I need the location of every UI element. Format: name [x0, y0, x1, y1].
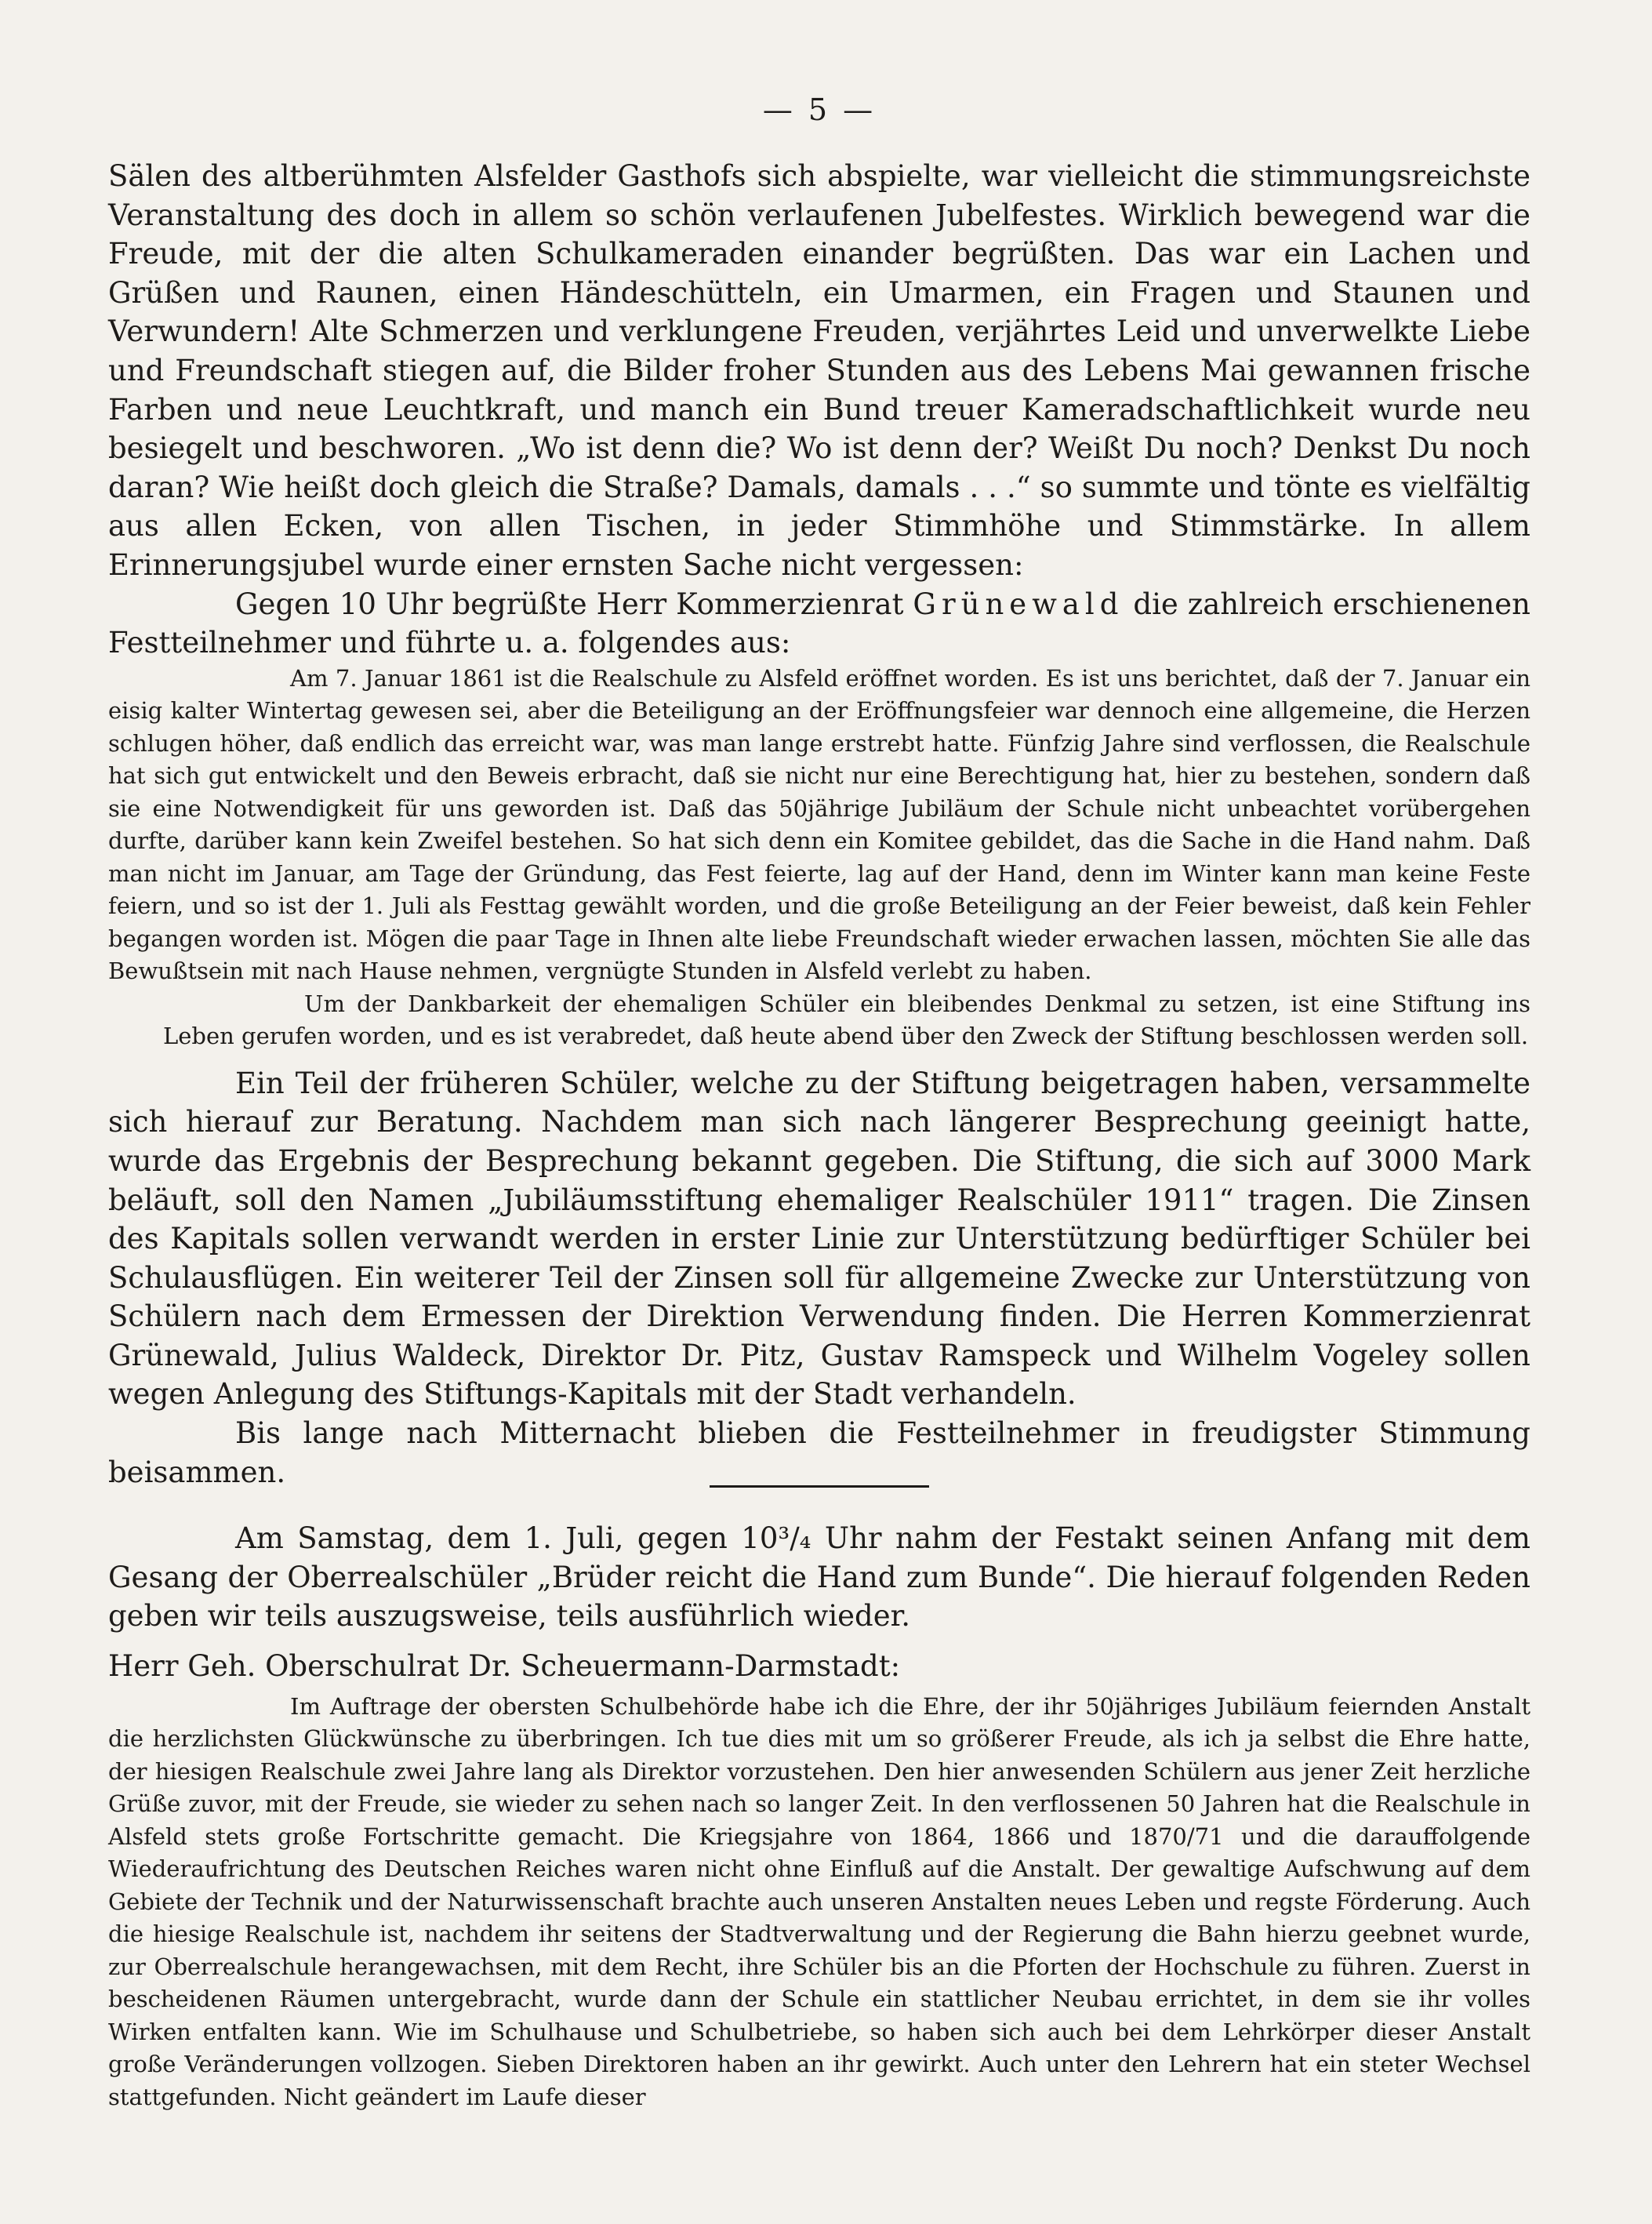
paragraph-closing: Bis lange nach Mitternacht blieben die Festteilnehmer in freudigster Stimmung beisammen.	[108, 1416, 1530, 1489]
speaker-name-gruenewald: Grünewald	[913, 587, 1124, 621]
quote-speech-scheuermann: Im Auftrage der obersten Schulbehörde habe ich die Ehre, der ihr 50jähriges Jubiläum feiernden Anstalt die herzlichsten Glückwünsche zu überbringen. Ich tue dies mit um so größerer Freude, als ich ja selbst die Ehre hatte, der hiesigen Realschule zwei Jahre lang als Direktor vorzustehen. Den hier anwesenden Schülern aus jener Zeit herzliche Grüße zuvor, mit der Freude, sie wieder zu sehen nach so langer Zeit. In den verflossenen 50 Jahren hat die Realschule in Alsfeld stets große Fortschritte gemacht. Die Kriegsjahre von 1864, 1866 und 1870/71 und die darauffolgende Wiederaufrichtung des Deutschen Reiches waren nicht ohne Einfluß auf die Anstalt. Der gewaltige Aufschwung auf dem Gebiete der Technik und der Naturwissenschaft brachte auch unseren Anstalten neues Leben und regste Förderung. Auch die hiesige Realschule ist, nachdem ihr seitens der Stadtverwaltung und der Regierung die Bahn hierzu geebnet wurde, zur Oberrealschule herangewachsen, mit dem Recht, ihre Schüler bis an die Pforten der Hochschule zu führen. Zuerst in bescheidenen Räumen untergebracht, wurde dann der Schule ein stattlicher Neubau errichtet, in dem sie ihr volles Wirken entfalten kann. Wie im Schulhause und Schulbetriebe, so haben sich auch bei dem Lehrkörper dieser Anstalt große Veränderungen vollzogen. Sieben Direktoren haben an ihr gewirkt. Auch unter den Lehrern hat ein steter Wechsel stattgefunden. Nicht geändert im Laufe dieser	[108, 1692, 1530, 2110]
paragraph-festakt: Am Samstag, dem 1. Juli, gegen 10³/₄ Uhr nahm der Festakt seinen Anfang mit dem Gesang der Oberrealschüler „Brüder reicht die Hand zum Bunde“. Die hierauf folgenden Reden geben wir teils auszugsweise, teils ausführlich wieder.	[108, 1521, 1530, 1633]
paragraph-greeting	[108, 585, 1530, 663]
spacer	[108, 1053, 1530, 1064]
speaker-heading: Herr Geh. Oberschulrat Dr. Scheuermann-Darmstadt:	[108, 1649, 901, 1684]
quote-speech-gruenewald: Am 7. Januar 1861 ist die Realschule zu Alsfeld eröffnet worden. Es ist uns berichtet, daß der 7. Januar ein eisig kalter Wintertag gewesen sei, aber die Beteiligung an der Eröffnungsfeier war dennoch eine allgemeine, die Herzen schlugen höher, daß endlich das erreicht war, was man lange erstrebt hatte. Fünfzig Jahre sind verflossen, die Realschule hat sich gut entwickelt und den Beweis erbracht, daß sie nicht nur eine Berechtigung hat, hier zu bestehen, sondern daß sie eine Notwendigkeit für uns geworden ist. Daß das 50jährige Jubiläum der Schule nicht unbeachtet vorübergehen durfte, darüber kann kein Zweifel bestehen. So hat sich denn ein Komitee gebildet, das die Sache in die Hand nahm. Daß man nicht im Januar, am Tage der Gründung, das Fest feierte, lag auf der Hand, denn im Winter kann man keine Feste feiern, und so ist der 1. Juli als Festtag gewählt worden, und die große Beteiligung an der Feier beweist, daß kein Fehler begangen worden ist. Mögen die paar Tage in Ihnen alte liebe Freundschaft wieder erwachen lassen, möchten Sie alle das Bewußtsein mit nach Hause nehmen, vergnügte Stunden in Alsfeld verlebt zu haben.	[108, 664, 1530, 985]
page-number: — 5 —	[762, 93, 877, 127]
section-divider	[710, 1485, 929, 1488]
quote-foundation-note: Um der Dankbarkeit der ehemaligen Schüler ein bleibendes Denkmal zu setzen, ist eine Stiftung ins Leben gerufen worden, und es ist verabredet, daß heute abend über den Zweck der Stiftung beschlossen werden soll.	[163, 990, 1530, 1050]
paragraph-foundation: Ein Teil der früheren Schüler, welche zu der Stiftung beigetragen haben, versammelte sich hierauf zur Beratung. Nachdem man sich nach längerer Besprechung geeinigt hatte, wurde das Ergebnis der Besprechung bekannt gegeben. Die Stiftung, die sich auf 3000 Mark beläuft, soll den Namen „Jubiläumsstiftung ehemaliger Realschüler 1911“ tragen. Die Zinsen des Kapitals sollen verwandt werden in erster Linie zur Unterstützung bedürftiger Schüler bei Schulausflügen. Ein weiterer Teil der Zinsen soll für allgemeine Zwecke zur Unterstützung von Schülern nach dem Ermessen der Direktion Verwendung finden. Die Herren Kommerzienrat Grünewald, Julius Waldeck, Direktor Dr. Pitz, Gustav Ramspeck und Wilhelm Vogeley sollen wegen Anlegung des Stiftungs-Kapitals mit der Stadt verhandeln.	[108, 1066, 1530, 1412]
greeting-text-pre: Gegen 10 Uhr begrüßte Herr Kommerzienrat	[235, 587, 913, 621]
greeting-text-post: die zahlreich erschienenen Festteilnehmer und führte u. a. folgendes aus:	[108, 587, 1530, 660]
paragraph-stammtisch: Sälen des altberühmten Alsfelder Gasthofs sich abspielte, war vielleicht die stimmungsreichste Veranstaltung des doch in allem so schön verlaufenen Jubelfestes. Wirklich bewegend war die Freude, mit der die alten Schulkameraden einander begrüßten. Das war ein Lachen und Grüßen und Raunen, einen Händeschütteln, ein Umarmen, ein Fragen und Staunen und Verwundern! Alte Schmerzen und verklungene Freuden, verjährtes Leid und unverwelkte Liebe und Freundschaft stiegen auf, die Bilder froher Stunden aus des Lebens Mai gewannen frische Farben und neue Leuchtkraft, und manch ein Bund treuer Kameradschaftlichkeit wurde neu besiegelt und beschworen. „Wo ist denn die? Wo ist denn der? Weißt Du noch? Denkst Du noch daran? Wie heißt doch gleich die Straße? Damals, damals . . .“ so summte und tönte es vielfältig aus allen Ecken, von allen Tischen, in jeder Stimmhöhe und Stimmstärke. In allem Erinnerungsjubel wurde einer ernsten Sache nicht vergessen:	[108, 159, 1530, 582]
